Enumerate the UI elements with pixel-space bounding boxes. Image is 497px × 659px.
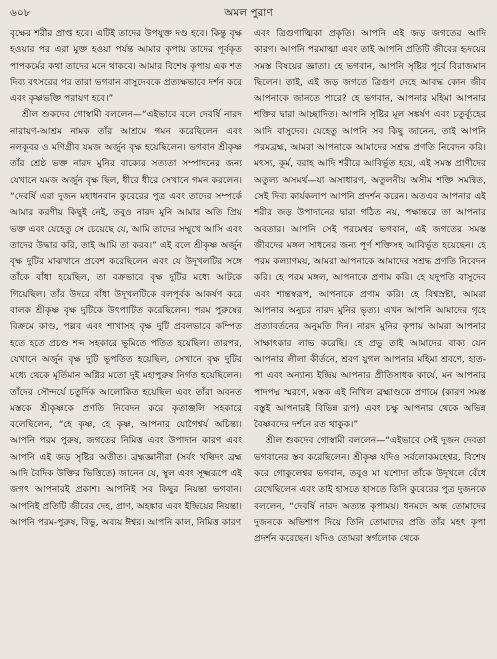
paragraph: এবং ত্রিগুণাত্মিকা প্রকৃতি। আপনি এই জড় জগতের আদি কারণ। আপনি পরমাত্মা এবং তাই আপনি প্রতিটি জীবের হৃদয়ের সমস্ত বিষয়ের জ্ঞাতা। হে ভগবান, আপনি সৃষ্টির পূর্বে বিরাজমান ছিলেন। তাই, এই জড় জগতে ত্রিগুণ দেহে আবদ্ধ কোন জীব আপনাকে জানতে পারে? হে ভগবান, আপনার মহিমা আপনার শক্তির দ্বারা আচ্ছাদিত। আপনি সৃষ্টির মূল সঙ্কর্ষণ এবং চতুর্ব্যূহের আদি বাসুদেব। যেহেতু আপনি সব কিছু জানেন, তাই আপনি পরমব্রহ্ম, আমরা আপনাকে আমাদের সশ্রদ্ধ প্রণতি নিবেদন করি। মৎস্য, কূর্ম, বরাহ আদি শরীরে আবির্ভূত হয়ে, এই সমস্ত প্রাণীদের অতুল্য অসমর্থ—যা অসাধারণ, অতুলনীয় অসীম শক্তি সমন্বিত, সেই দিব্য কার্যকলাপ আপনি প্রদর্শন করেন। অতএব আপনার এই শরীর জড় উপাদানের দ্বারা গঠিত নয়, পক্ষান্তরে তা আপনার অবতার। আপনি সেই পরমেশ্বর ভগবান, এই জগতের সমস্ত জীবদের মঙ্গল সাধনের জন্য পূর্ণ শক্তিসহ আবির্ভূত হয়েছেন। হে পরম কল্যাণময়, আমরা আপনাকে আমাদের সশ্রদ্ধ প্রণতি নিবেদন করি। হে পরম মঙ্গল, আপনাকে প্রণাম করি। হে যদুপতি বাসুদেব এবং শান্তস্বরূপ, আপনাকে প্রণাম করি। হে বিশ্বস্রষ্টা, আমরা আপনার অনুচর নারদ মুনির ভৃত্য। এখন আপনি আমাদের গৃহে প্রত্যাবর্তনের অনুমতি দিন। নারদ মুনির কৃপায় আমরা আপনার সাক্ষাৎকার লাভ করেছি। হে প্রভু তাই আমাদের বাক্য যেন আপনার লীলা কীর্তনে, শ্রবণ যুগল আপনার মহিমা শ্রবণে, হাত-পা এবং অন্যান্য ইন্দ্রিয় আপনার প্রীতিসাধক কার্যে, মন আপনার পাদপদ্ম স্মরণে, মস্তক এই নিখিল ব্রহ্মাণ্ডকে প্রণামে (কারণ সমস্ত বস্তুই আপনারই বিভিন্ন রূপ) এবং চক্ষু আপনার থেকে অভিন্ন বৈষ্ণবদের দর্শনে রত থাকুক।”: [254, 29, 486, 431]
text-columns: [10, 26, 487, 659]
page-header: [10, 6, 487, 22]
right-column: [254, 26, 486, 659]
page-number: ৬০৮: [10, 7, 31, 19]
running-title: অমল পুরাণ: [224, 7, 273, 19]
paragraph: শ্রীল শুকদেব গোস্বামী বললেন—“এইভাবে সেই দুজন দেবতা ভগবানের স্তব করেছিলেন। শ্রীকৃষ্ণ যদিও সর্বলোকমহেশ্বর, বিশেষ করে গোকুলেশ্বর ভগবান, তবুও মা যশোদা তাঁকে উদূখলে বেঁধে রেখেছিলেন এবং তাই হাসতে হাসতে তিনি কুবেরের পুত্র দুজনকে বললেন, “দেবর্ষি নারদ অত্যন্ত কৃপাময়। ধনমদে অন্ধ তোমাদের দুজনকে অভিশাপ দিয়ে তিনি তোমাদের প্রতি তাঁর মহৎ কৃপা প্রদর্শন করেছেন। যদিও তোমরা স্বর্গলোক থেকে: [254, 436, 486, 545]
paragraph: বৃক্ষের শরীর প্রাপ্ত হবে। এটিই তাদের উপযুক্ত দণ্ড হবে। কিন্তু বৃক্ষ হওয়ার পর এরা মুক্ত হওয়া পর্যন্ত আমার কৃপায় তাদের পূর্বকৃত পাপকর্মের কথা তাদের মনে থাকবে। আমার বিশেষ কৃপায় এক শত দিব্য বৎসরের পর তারা ভগবান বাসুদেবকে প্রত্যক্ষভাবে দর্শন করে এবং কৃষ্ণভক্তি পরায়ণ হবে।”: [10, 29, 242, 105]
left-column: [10, 26, 242, 659]
paragraph: শ্রীল শুকদেব গোস্বামী বললেন—“এইভাবে বলে দেবর্ষি নারদ নারায়ণ-আশ্রম নামক তাঁর আশ্রমে গমন করেছিলেন এবং নলকূবর ও মণিগ্রীব যমজ অর্জুন বৃক্ষ হয়েছিলেন। ভগবান শ্রীকৃষ্ণ তাঁর শ্রেষ্ঠ ভক্ত নারদ মুনির বাক্যের সত্যতা সম্পাদনের জন্য যেখানে যমজ অর্জুন বৃক্ষ ছিল, ধীরে ধীরে সেখানে গমন করলেন। “দেবর্ষি এরা দুজন মহাধনবান কুবেরের পুত্র এবং তাদের সম্পর্কে আমার করণীয় কিছুই নেই, তবুও নারদ মুনি আমার অতি প্রিয় ভক্ত এবং যেহেতু সে চেয়েছে যে, আমি তাদের সম্মুখে আসি এবং তাদের উদ্ধার করি, তাই আমি তা করব।” এই বলে শ্রীকৃষ্ণ অর্জুন বৃক্ষ দুটির মাঝখানে প্রবেশ করেছিলেন এবং যে উদূখলটির সঙ্গে তাঁকে বাঁধা হয়েছিল, তা বক্রভাবে বৃক্ষ দুটির মধ্যে আটকে গিয়েছিল। তাঁর উদরে বাঁধা উদূখলটিকে বলপূর্বক আকর্ষণ করে বালক শ্রীকৃষ্ণ বৃক্ষ দুটিকে উৎপাটিত করেছিলেন। পরম পুরুষের বিক্রমে কাণ্ড, পল্লব এবং শাখাসহ বৃক্ষ দুটি প্রবলভাবে কম্পিত হতে হতে প্রচণ্ড শব্দ সহকারে ভূমিতে পতিত হয়েছিল। তারপর, যেখানে অর্জুন বৃক্ষ দুটি ভূপতিত হয়েছিল, সেখানে বৃক্ষ দুটির মধ্যে থেকে মূর্তিমান অগ্নির মতো দুই মহাপুরুষ নির্গত হয়েছিলেন। তাঁদের সৌন্দর্যে চতুর্দিক আলোকিত হয়েছিল এবং তাঁরা অবনত মস্তকে শ্রীকৃষ্ণকে প্রণতি নিবেদন করে কৃতাঞ্জলি সহকারে বলেছিলেন, “হে কৃষ্ণ, হে কৃষ্ণ, আপনার যোগৈশ্বর্য অচিন্ত্য। আপনি পরম পুরুষ, জগতের নিমিত্ত এবং উপাদান কারণ এবং আপনি এই জড় সৃষ্টির অতীত। ব্রহ্মজ্ঞানীরা (সর্বং খল্বিদং ব্রহ্ম আদি বৈদিক উক্তির ভিত্তিতে) জানেন যে, স্থূল এবং সূক্ষ্মরূপে এই জগৎ আপনারই প্রকাশ। আপনিই সব কিছুর নিয়ন্তা ভগবান। আপনিই প্রতিটি জীবের দেহ, প্রাণ, অহঙ্কার এবং ইন্দ্রিয়ের নিয়ন্তা। আপনি পরম-পুরুষ, বিভু, অব্যয় ঈশ্বর। আপনি কাল, নিমিত্ত কারণ: [10, 110, 242, 528]
